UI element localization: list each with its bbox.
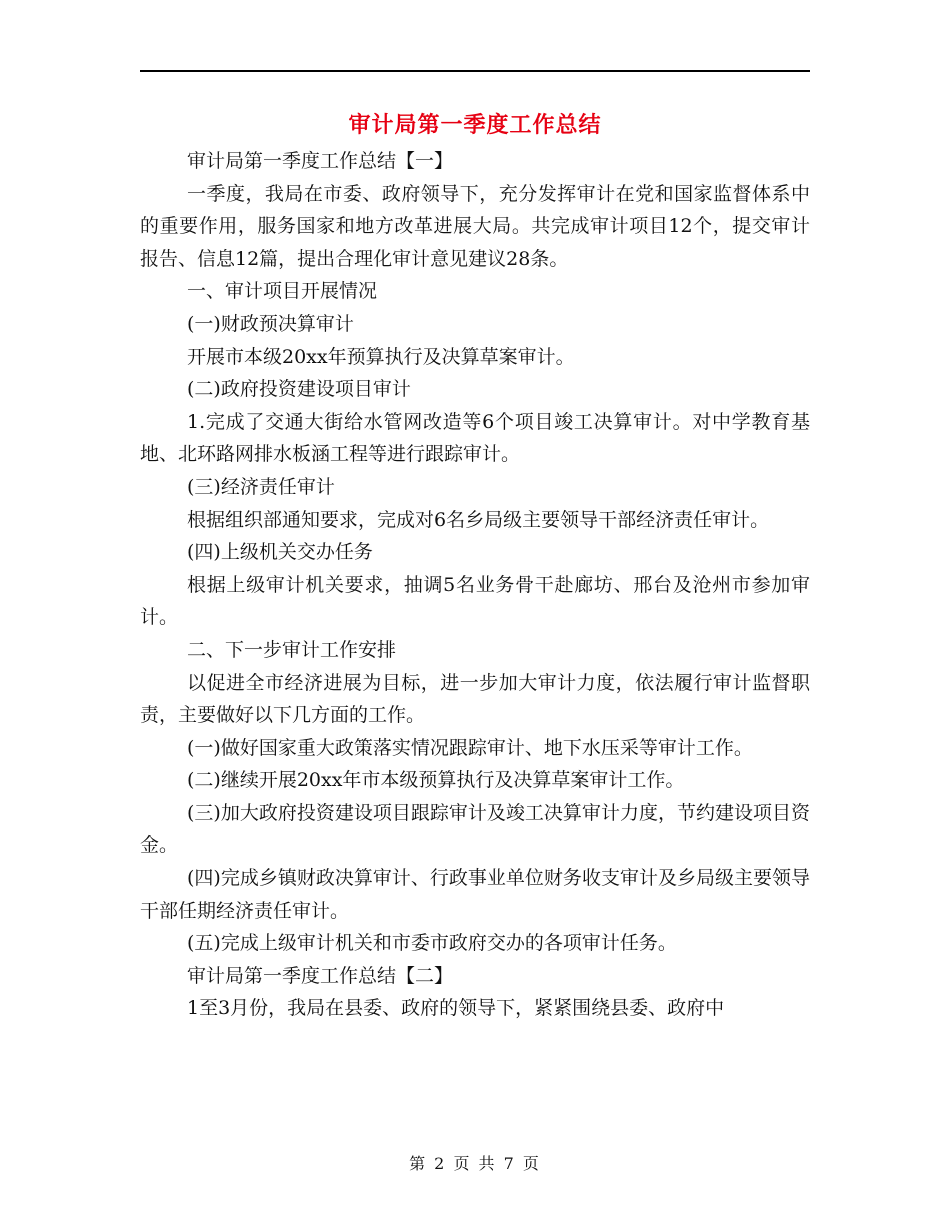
document-body xyxy=(140,145,810,1025)
header-rule xyxy=(140,70,810,72)
paragraph: (三)加大政府投资建设项目跟踪审计及竣工决算审计力度，节约建设项目资金。 xyxy=(140,801,810,857)
paragraph: (四)完成乡镇财政决算审计、行政事业单位财务收支审计及乡局级主要领导干部任期经济责任审计。 xyxy=(140,867,810,922)
paragraph: (五)完成上级审计机关和市委市政府交办的各项审计任务。 xyxy=(187,932,677,955)
paragraph: 1.完成了交通大街给水管网改造等6个项目竣工决算审计。对中学教育基地、北环路网排水板涵工程等进行跟踪审计。 xyxy=(140,410,810,466)
paragraph: 一、审计项目开展情况 xyxy=(187,280,378,303)
paragraph: (三)经济责任审计 xyxy=(187,475,335,498)
page-footer: 第 2 页 共 7 页 xyxy=(409,1154,541,1173)
paragraph: (一)做好国家重大政策落实情况跟踪审计、地下水压采等审计工作。 xyxy=(187,736,753,759)
paragraph: 1至3月份，我局在县委、政府的领导下，紧紧围绕县委、政府中 xyxy=(187,997,725,1020)
paragraph: 以促进全市经济进展为目标，进一步加大审计力度，依法履行审计监督职责，主要做好以下几方面的工作。 xyxy=(140,671,810,727)
paragraph: (一)财政预决算审计 xyxy=(187,312,354,335)
paragraph: (二)继续开展20xx年市本级预算执行及决算草案审计工作。 xyxy=(187,769,685,792)
paragraph: 二、下一步审计工作安排 xyxy=(187,638,397,661)
paragraph: 根据上级审计机关要求，抽调5名业务骨干赴廊坊、邢台及沧州市参加审计。 xyxy=(140,573,810,629)
paragraph: 一季度，我局在市委、政府领导下，充分发挥审计在党和国家监督体系中的重要作用，服务国家和地方改革进展大局。共完成审计项目12个，提交审计报告、信息12篇，提出合理化审计意见建议28条。 xyxy=(140,182,810,270)
paragraph: 根据组织部通知要求，完成对6名乡局级主要领导干部经济责任审计。 xyxy=(187,508,770,531)
section-heading-1: 审计局第一季度工作总结【一】 xyxy=(187,150,454,172)
document-title: 审计局第一季度工作总结 xyxy=(348,113,602,138)
paragraph: (四)上级机关交办任务 xyxy=(187,541,373,564)
paragraph: 开展市本级20xx年预算执行及决算草案审计。 xyxy=(187,345,575,368)
section-heading-2: 审计局第一季度工作总结【二】 xyxy=(187,964,454,987)
paragraph: (二)政府投资建设项目审计 xyxy=(187,378,411,401)
